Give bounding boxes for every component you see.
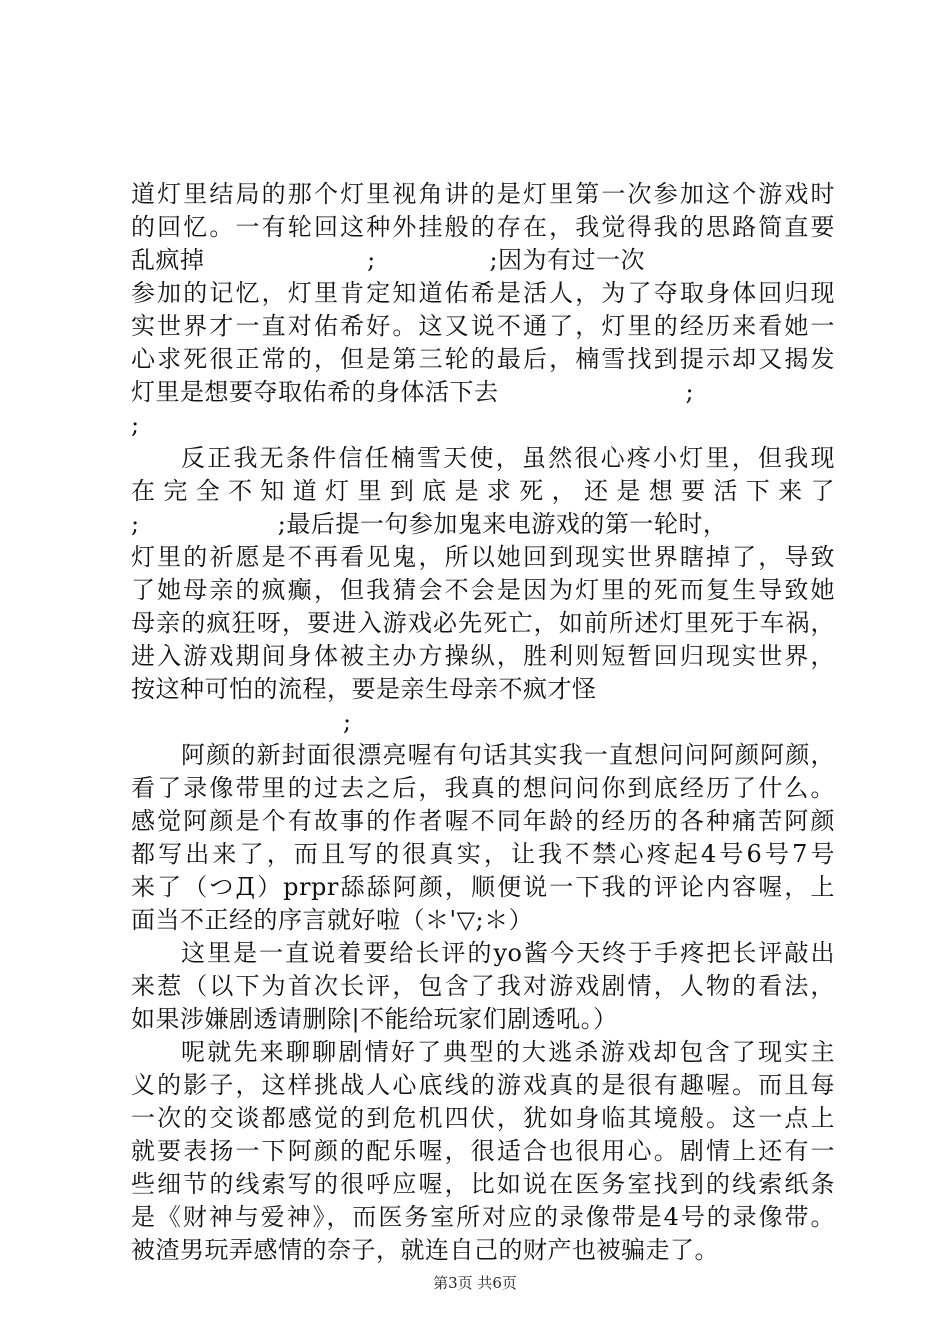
text-line: 一次的交谈都感觉的到危机四伏，犹如身临其境般。这一点上 (131, 1104, 835, 1132)
text-line: 来了（つД）prpr舔舔阿颜，顺便说一下我的评论内容喔，上 (131, 873, 835, 901)
text-line: 呢就先来聊聊剧情好了典型的大逃杀游戏却包含了现实主 (181, 1038, 835, 1066)
text-line: 道灯里结局的那个灯里视角讲的是灯里第一次参加这个游戏时 (131, 180, 835, 208)
text-line: 看了录像带里的过去之后，我真的想问问你到底经历了什么。 (131, 774, 835, 802)
text-line: 灯里是想要夺取佑希的身体活下去 ; (131, 378, 695, 406)
text-line: 是《财神与爱神》，而医务室所对应的录像带是4号的录像带。 (131, 1203, 835, 1231)
text-line: 进入游戏期间身体被主办方操纵，胜利则短暂回归现实世界， (131, 642, 835, 670)
text-line: 参加的记忆，灯里肯定知道佑希是活人，为了夺取身体回归现 (131, 279, 835, 307)
text-line: 这里是一直说着要给长评的yo酱今天终于手疼把长评敲出 (181, 939, 835, 967)
text-line: 面当不正经的序言就好啦（＊'▽;＊） (131, 906, 534, 934)
text-line: ; (131, 411, 140, 439)
text-line: 母亲的疯狂呀，要进入游戏必先死亡，如前所述灯里死于车祸， (131, 609, 835, 637)
text-line: 在完全不知道灯里到底是求死，还是想要活下来了 (131, 477, 835, 505)
text-line: 实世界才一直对佑希好。这又说不通了，灯里的经历来看她一 (131, 312, 835, 340)
text-line: 就要表扬一下阿颜的配乐喔，很适合也很用心。剧情上还有一 (131, 1137, 835, 1165)
text-line: 都写出来了，而且写的很真实，让我不禁心疼起4号6号7号 (131, 840, 835, 868)
text-line: 如果涉嫌剧透请删除|不能给玩家们剧透吼。） (131, 1005, 618, 1033)
text-line: 按这种可怕的流程，要是亲生母亲不疯才怪 (131, 675, 597, 703)
text-line: 义的影子，这样挑战人心底线的游戏真的是很有趣喔。而且每 (131, 1071, 835, 1099)
text-line: 阿颜的新封面很漂亮喔有句话其实我一直想问问阿颜阿颜， (181, 741, 835, 769)
text-line: 反正我无条件信任楠雪天使，虽然很心疼小灯里，但我现 (181, 444, 835, 472)
text-line: 的回忆。一有轮回这种外挂般的存在，我觉得我的思路简直要 (131, 213, 835, 241)
text-line: 被渣男玩弄感情的奈子，就连自己的财产也被骗走了。 (131, 1236, 719, 1264)
text-line: 乱疯掉 ; ;因为有过一次 (131, 246, 646, 274)
page-number-footer: 第3页 共6页 (433, 1274, 517, 1292)
text-line: 了她母亲的疯癫，但我猜会不会是因为灯里的死而复生导致她 (131, 576, 835, 604)
text-line: 来惹（以下为首次长评，包含了我对游戏剧情，人物的看法， (131, 972, 835, 1000)
text-line: 感觉阿颜是个有故事的作者喔不同年龄的经历的各种痛苦阿颜 (131, 807, 835, 835)
text-line: 心求死很正常的，但是第三轮的最后，楠雪找到提示却又揭发 (131, 345, 835, 373)
text-line: ; (343, 708, 352, 736)
text-line: ; ;最后提一句参加鬼来电游戏的第一轮时， (131, 510, 728, 538)
text-line: 些细节的线索写的很呼应喔，比如说在医务室找到的线索纸条 (131, 1170, 835, 1198)
text-line: 灯里的祈愿是不再看见鬼，所以她回到现实世界瞎掉了，导致 (131, 543, 835, 571)
